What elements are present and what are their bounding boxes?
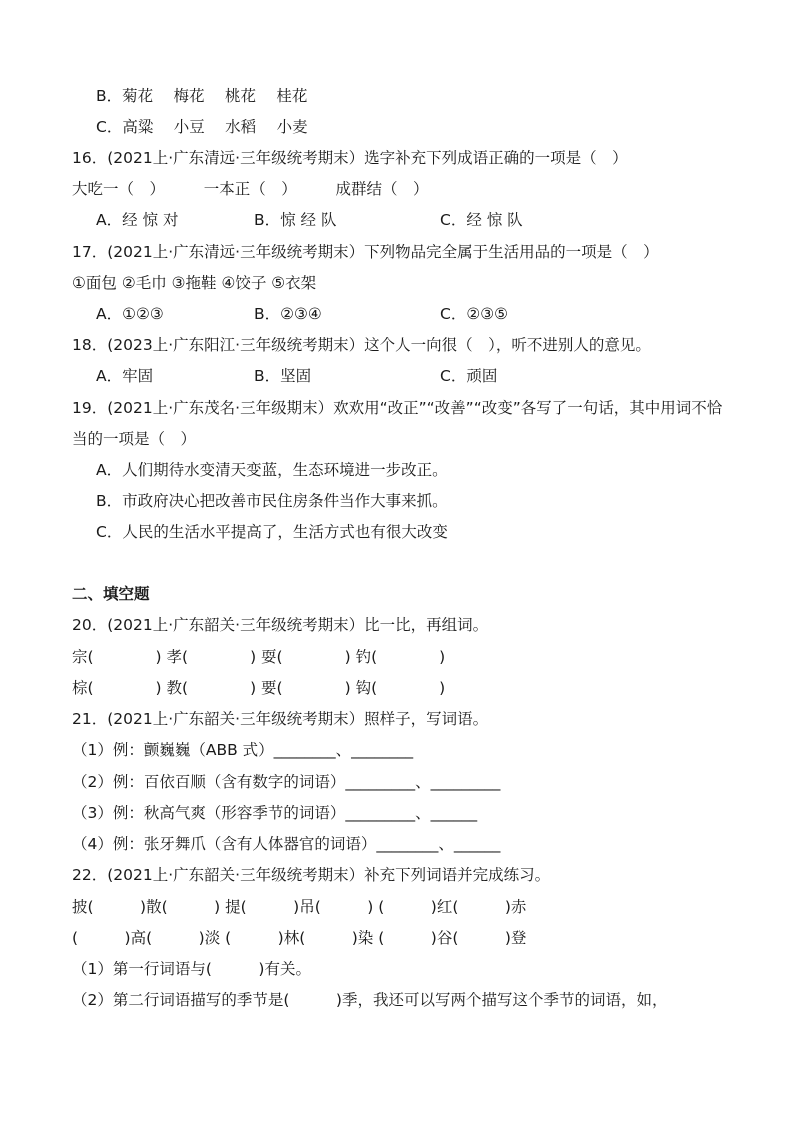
q16-blanks: 大吃一（ ） 一本正（ ） 成群结（ ） <box>72 180 429 198</box>
q19-option-a: A．人们期待水变清天变蓝，生态环境进一步改正。 <box>96 461 448 479</box>
q20-row1: 宗( ) 孝( ) 耍( ) 钓( ) <box>72 648 446 666</box>
q18-option-b: B．坚固 <box>254 367 312 385</box>
q19-option-c: C．人民的生活水平提高了，生活方式也有很大改变 <box>96 523 448 541</box>
q21-item-4: （4）例：张牙舞爪（含有人体器官的词语）________、______ <box>72 835 501 853</box>
q17-stem: 17．(2021上·广东清远·三年级统考期末）下列物品完全属于生活用品的一项是（ ） <box>72 243 659 261</box>
q19-stem-line1: 19．(2021上·广东茂名·三年级期末）欢欢用“改正”“改善”“改变”各写了一句话，其中用词不恰 <box>72 399 723 417</box>
q17-items: ①面包 ②毛巾 ③拖鞋 ④饺子 ⑤衣架 <box>72 274 317 292</box>
q22-row1: 披( )散( ) 提( )吊( ) ( )红( )赤 <box>72 898 527 916</box>
q17-option-c: C．②③⑤ <box>440 305 509 323</box>
q21-item-1: （1）例：颤巍巍（ABB 式）________、________ <box>72 741 414 759</box>
q20-row2: 棕( ) 教( ) 要( ) 钩( ) <box>72 679 446 697</box>
q16-stem: 16．(2021上·广东清远·三年级统考期末）选字补充下列成语正确的一项是（ ） <box>72 149 628 167</box>
q16-option-a: A．经 惊 对 <box>96 211 179 229</box>
q19-stem-line2: 当的一项是（ ） <box>72 430 197 448</box>
q21-stem: 21．(2021上·广东韶关·三年级统考期末）照样子，写词语。 <box>72 710 489 728</box>
q17-option-a: A．①②③ <box>96 305 164 323</box>
q18-stem: 18．(2023上·广东阳江·三年级统考期末）这个人一向很（ ），听不进别人的意见。 <box>72 336 651 354</box>
q20-stem: 20．(2021上·广东韶关·三年级统考期末）比一比，再组词。 <box>72 616 489 634</box>
q22-item-2: （2）第二行词语描写的季节是( )季，我还可以写两个描写这个季节的词语，如， <box>72 991 668 1009</box>
q15-option-c: C．高粱 小豆 水稻 小麦 <box>96 118 308 136</box>
q16-option-b: B．惊 经 队 <box>254 211 337 229</box>
q18-option-c: C．顽固 <box>440 367 498 385</box>
q22-stem: 22．(2021上·广东韶关·三年级统考期末）补充下列词语并完成练习。 <box>72 866 551 884</box>
q15-option-b: B．菊花 梅花 桃花 桂花 <box>96 87 308 105</box>
q21-item-3: （3）例：秋高气爽（形容季节的词语）_________、______ <box>72 804 478 822</box>
q18-option-a: A．牢固 <box>96 367 154 385</box>
q17-option-b: B．②③④ <box>254 305 322 323</box>
q16-option-c: C．经 惊 队 <box>440 211 523 229</box>
section-title: 二、填空题 <box>72 585 150 603</box>
q22-item-1: （1）第一行词语与( )有关。 <box>72 960 311 978</box>
q21-item-2: （2）例：百依百顺（含有数字的词语）_________、_________ <box>72 773 501 791</box>
q19-option-b: B．市政府决心把改善市民住房条件当作大事来抓。 <box>96 492 448 510</box>
q22-row2: ( )高( )淡 ( )林( )染 ( )谷( )登 <box>72 929 527 947</box>
